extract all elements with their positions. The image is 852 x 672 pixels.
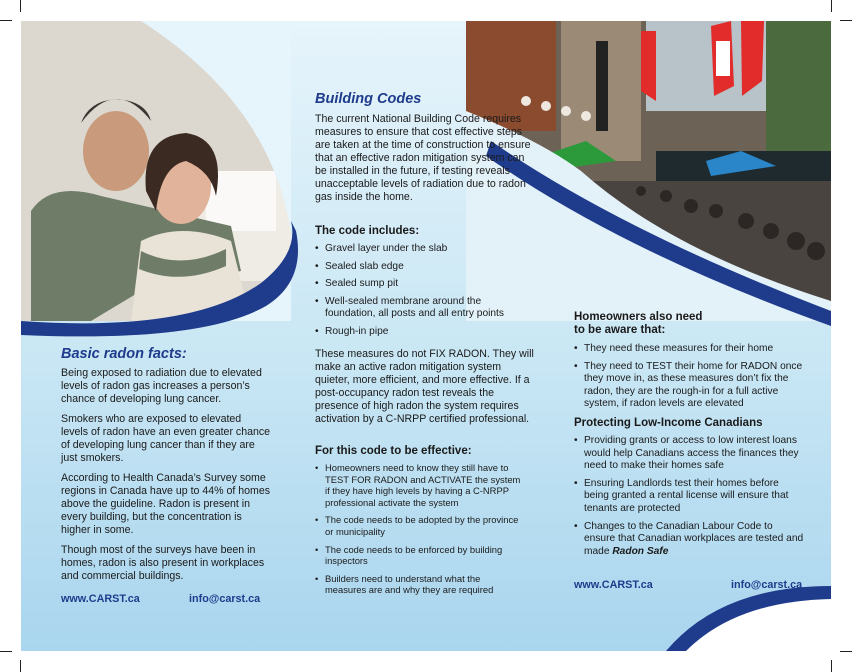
crop-mark: [20, 660, 21, 672]
list-item: • Builders need to understand what the measures are and why they are required: [315, 573, 521, 596]
website-link[interactable]: www.CARST.ca: [61, 593, 140, 605]
list-item: • They need to TEST their home for RADON once they move in, as these measures don’t fix the radon, they are the rough-in for a full active system, if radon levels are elevated: [574, 361, 806, 411]
crop-mark: [0, 20, 12, 21]
list-item: [574, 521, 806, 559]
list-item: • Homeowners need to know they still have to TEST FOR RADON and ACTIVATE the system if they have high levels by having a C-NRPP professional activate the system: [315, 462, 521, 508]
effective-heading: For this code to be effective:: [315, 445, 472, 457]
list-item: • The code needs to be enforced by building inspectors: [315, 544, 521, 567]
code-includes-heading: The code includes:: [315, 225, 420, 237]
crop-mark: [840, 651, 852, 652]
homeowners-list: [574, 343, 806, 416]
list-item: • The code needs to be adopted by the province or municipality: [315, 514, 521, 537]
crop-mark: [831, 0, 832, 12]
building-codes-intro: The current National Building Code requires measures to ensure that cost effective steps are taken at the time of construction to ensure that an effective radon mitigation system can be installed in the future, if testing reveals unacceptable levels of radiation due to radon gas inside the home.: [315, 113, 531, 203]
list-item: • Well-sealed membrane around the foundation, all posts and all entry points: [315, 296, 525, 321]
crop-mark: [831, 660, 832, 672]
email-link[interactable]: info@carst.ca: [731, 579, 803, 591]
protecting-heading: Protecting Low-Income Canadians: [574, 417, 763, 429]
list-item: • Rough-in pipe: [315, 326, 525, 339]
list-item: • Providing grants or access to low interest loans would help Canadians access the finances they need to make their homes safe: [574, 435, 806, 473]
crop-mark: [20, 0, 21, 12]
effective-list: [315, 462, 521, 602]
protecting-list: [574, 435, 806, 563]
list-item: • Sealed slab edge: [315, 261, 525, 274]
crop-mark: [840, 20, 852, 21]
email-link[interactable]: info@carst.ca: [189, 593, 261, 605]
website-link[interactable]: www.CARST.ca: [574, 579, 653, 591]
fact-paragraph: Being exposed to radiation due to elevated levels of radon gas increases a person’s chance of developing lung cancer.: [61, 367, 262, 405]
basic-facts-heading: Basic radon facts:: [61, 346, 187, 362]
homeowners-heading: Homeowners also need to be aware that:: [574, 311, 703, 336]
measures-text: These measures do not FIX RADON. They will make an active radon mitigation system quieter, more efficient, and more effective. If a post-occupancy radon test reveals the presence of high radon the system requires activation by a C-NRPP certified professional.: [315, 348, 534, 425]
basic-facts-text: [61, 367, 271, 590]
list-item-text: Changes to the Canadian Labour Code to ensure that Canadian workplaces are tested and made: [584, 520, 804, 557]
list-item: • Gravel layer under the slab: [315, 243, 525, 256]
fact-paragraph: Smokers who are exposed to elevated levels of radon have an even greater chance of developing lung cancer than if they are just smokers.: [61, 413, 271, 464]
code-includes-list: [315, 243, 525, 344]
bottom-swoosh: [641, 581, 831, 651]
list-item: • They need these measures for their home: [574, 343, 806, 356]
building-codes-heading: Building Codes: [315, 91, 422, 107]
list-item: • Ensuring Landlords test their homes before being granted a rental license will ensure that tenants are protected: [574, 478, 806, 516]
fact-paragraph: According to Health Canada’s Survey some regions in Canada have up to 44% of homes above the guideline. Radon is present in every building, but the concentration is higher in some.: [61, 472, 271, 536]
radon-safe-text: Radon Safe: [612, 545, 669, 557]
crop-mark: [0, 651, 12, 652]
list-item: • Sealed sump pit: [315, 278, 525, 291]
fact-paragraph: Though most of the surveys have been in homes, radon is also present in workplaces and commercial buildings.: [61, 544, 265, 582]
brochure-sheet: [21, 21, 831, 651]
